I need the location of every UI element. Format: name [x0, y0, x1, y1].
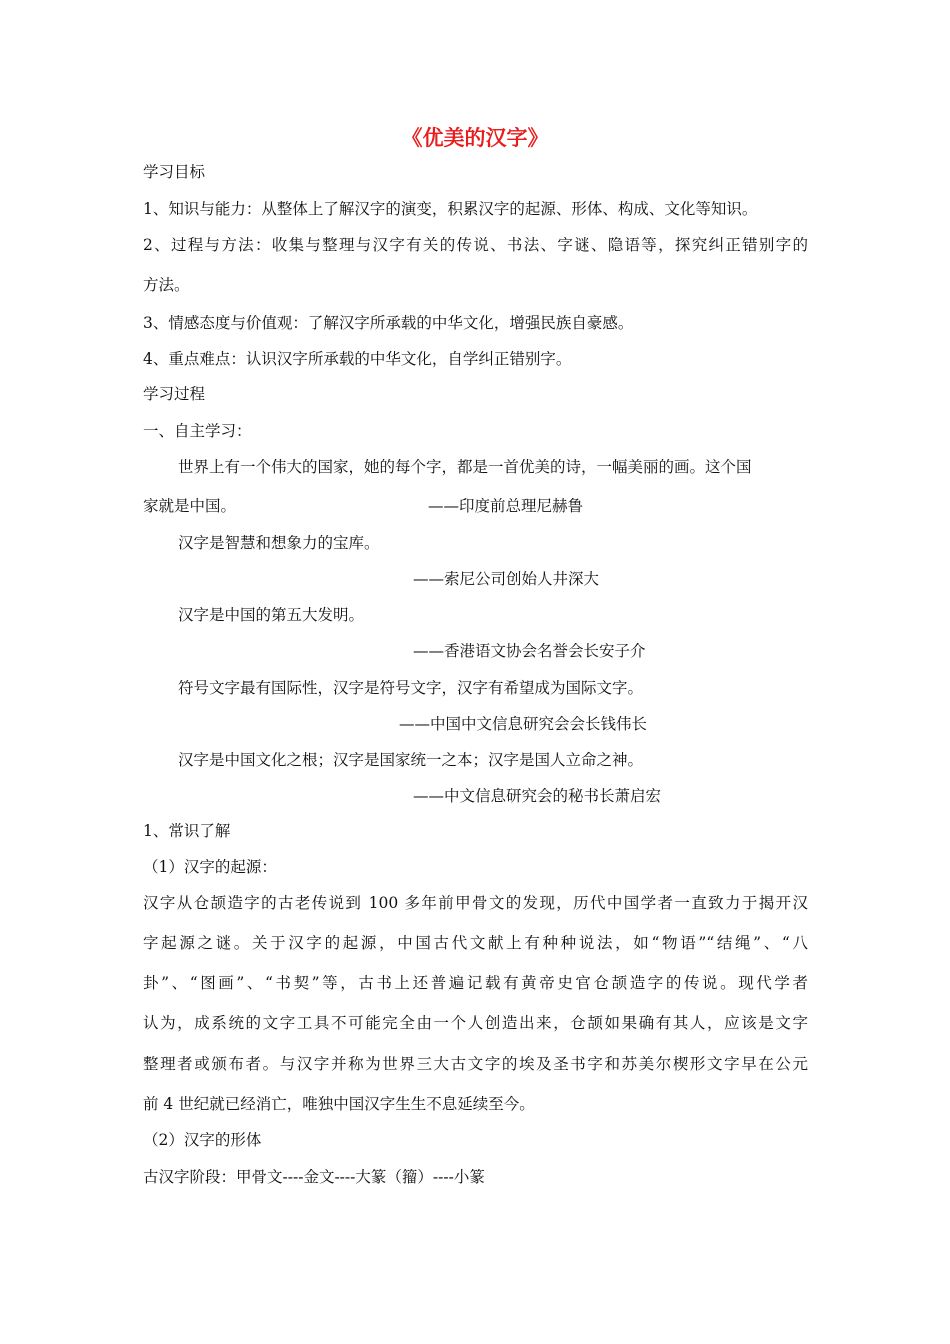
- origin-paragraph-line-3: 卦”、“图画”、“书契”等，古书上还普遍记载有黄帝史官仓颉造字的传说。现代学者: [143, 974, 808, 992]
- quote-2-attribution: ——索尼公司创始人井深大: [413, 570, 600, 588]
- subsection-heading-common-knowledge: 1、常识了解: [143, 822, 231, 840]
- goal-item-2: 2、过程与方法：收集与整理与汉字有关的传说、书法、字谜、隐语等，探究纠正错别字的: [143, 236, 808, 254]
- subsection-heading-form: （2）汉字的形体: [143, 1131, 262, 1149]
- goal-item-3: 3、情感态度与价值观：了解汉字所承载的中华文化，增强民族自豪感。: [143, 314, 634, 332]
- origin-paragraph-line-4: 认为，成系统的文字工具不可能完全由一个人创造出来，仓颉如果确有其人，应该是文字: [143, 1014, 808, 1032]
- origin-paragraph-line-1: 汉字从仓颉造字的古老传说到 100 多年前甲骨文的发现，历代中国学者一直致力于揭开汉: [143, 894, 808, 912]
- quote-3-text: 汉字是中国的第五大发明。: [178, 606, 365, 624]
- document-title: 《优美的汉字》: [401, 126, 549, 150]
- quote-1-text-continued: 家就是中国。: [143, 497, 237, 515]
- goal-item-2-continued: 方法。: [143, 276, 190, 294]
- section-heading-goals: 学习目标: [143, 163, 206, 181]
- quote-3-attribution: ——香港语文协会名誉会长安子介: [413, 642, 646, 660]
- quote-1-text: 世界上有一个伟大的国家，她的每个字，都是一首优美的诗，一幅美丽的画。这个国: [178, 458, 752, 476]
- quote-5-attribution: ——中文信息研究会的秘书长萧启宏: [413, 787, 662, 805]
- subsection-heading-origin: （1）汉字的起源：: [143, 858, 277, 876]
- quote-1-attribution: ——印度前总理尼赫鲁: [428, 497, 584, 515]
- quote-5-text: 汉字是中国文化之根；汉字是国家统一之本；汉字是国人立命之神。: [178, 751, 644, 769]
- goal-item-1: 1、知识与能力：从整体上了解汉字的演变，积累汉字的起源、形体、构成、文化等知识。: [143, 200, 758, 218]
- quote-2-text: 汉字是智慧和想象力的宝库。: [178, 534, 380, 552]
- section-heading-process: 学习过程: [143, 385, 206, 403]
- quote-4-attribution: ——中国中文信息研究会会长钱伟长: [399, 715, 648, 733]
- origin-paragraph-line-5: 整理者或颁布者。与汉字并称为世界三大古文字的埃及圣书字和苏美尔楔形文字早在公元: [143, 1055, 808, 1073]
- origin-paragraph-line-6: 前 4 世纪就已经消亡，唯独中国汉字生生不息延续至今。: [143, 1095, 535, 1113]
- quote-4-text: 符号文字最有国际性，汉字是符号文字，汉字有希望成为国际文字。: [178, 679, 644, 697]
- origin-paragraph-line-2: 字起源之谜。关于汉字的起源，中国古代文献上有种种说法，如“物语”“结绳”、“八: [143, 934, 808, 952]
- subsection-heading-self-study: 一、自主学习：: [143, 422, 252, 440]
- ancient-script-stages: 古汉字阶段：甲骨文----金文----大篆（籀）----小篆: [143, 1168, 485, 1186]
- goal-item-4: 4、重点难点：认识汉字所承载的中华文化，自学纠正错别字。: [143, 350, 572, 368]
